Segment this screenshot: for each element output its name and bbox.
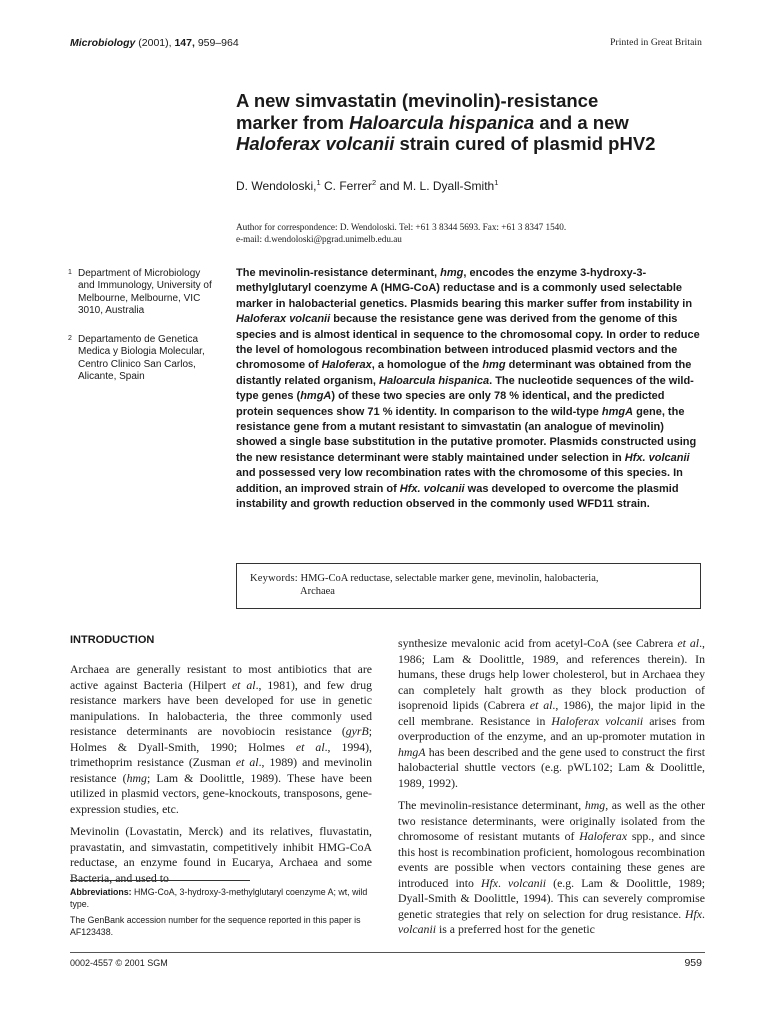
keywords-line-1: HMG-CoA reductase, selectable marker gene, mevinolin, halobacteria, <box>297 573 599 584</box>
paragraph: Mevinolin (Lovastatin, Merck) and its relatives, fluvastatin, pravastatin, and simvastatin, competitively inhibit HMG-CoA reductase, an enzyme found in Eucarya, Archaea and some Bacteria, and used to <box>70 824 372 885</box>
gene-name: hmg <box>440 267 464 279</box>
gene-name: hmgA <box>398 744 426 759</box>
author-list <box>236 178 716 193</box>
paragraph <box>70 662 372 817</box>
text-run: ., 1986; Lam & Doolittle, 1989, and references therein). In humans, these drugs help lower cholesterol, but in Archaea they can completely halt growth as they block production of isoprenoid lipids (Cabrera <box>398 636 705 712</box>
correspondence <box>236 221 696 245</box>
text-run-italic: et al <box>295 739 325 754</box>
journal-citation <box>70 37 239 49</box>
journal-name: Microbiology <box>70 37 136 49</box>
author-3-affil: 1 <box>494 178 499 187</box>
author-1: D. Wendoloski, <box>236 179 317 193</box>
footnote-text: HMG-CoA, 3-hydroxy-3-methylglutaryl coenzyme A; wt, wild type. <box>70 887 368 909</box>
abstract-text: , encodes the enzyme 3-hydroxy-3-methylglutaryl coenzyme A (HMG-CoA) reductase and is a commonly used selectable marker in halobacterial genetics. Plasmids bearing this marker suffer from instability in <box>236 267 693 310</box>
text-run: Archaea are generally resistant to most antibiotics that are active against Bacteria (Hilpert <box>70 662 372 692</box>
abstract-text: because the resistance gene was derived from the genome of this species and is almost identical in sequence to the chromosomal copy. In order to reduce the level of homologous recombination between introduced plasmid vectors and the chromosome of <box>236 313 700 372</box>
species-name: Hfx. volcanii <box>399 482 465 495</box>
journal-pages: 959–964 <box>197 37 239 49</box>
abstract-text: and possessed very low recombination rates with the chromosome of this species. In addition, an improved strain of <box>236 467 683 495</box>
body-column-right <box>398 636 705 945</box>
gene-name: hmgA <box>300 390 332 403</box>
journal-year: (2001), <box>138 37 172 49</box>
gene-name: hmg <box>584 798 606 812</box>
title-species: Haloarcula hispanica <box>349 111 535 133</box>
text-run: (e.g. Lam & Doolittle, 1989; Dyall-Smith & Doolittle, 1994). This can severely compromise genetic strategies that rely on selection for drug resistance. <box>398 875 705 921</box>
footer-issn: 0002-4557 © 2001 SGM <box>70 958 168 968</box>
paragraph <box>398 798 705 938</box>
title-line-2 <box>236 112 726 134</box>
article-title <box>236 90 726 155</box>
species-name: Hfx. volcanii <box>624 451 690 464</box>
text-run: has been described and the gene used to construct the first halobacterial shuttle vectors (e.g. pWL102; Lam & Doolittle, 1989, 1992). <box>398 744 705 790</box>
species-name: volcanii <box>508 875 547 890</box>
body-column-left <box>70 662 372 893</box>
abstract-text: gene, the resistance gene from a mutant resistant to simvastatin (an analogue of mevinolin) showed a single base substitution in the putative promoter. Plasmids constructed using the new resistance determinant were stably maintained under selection in <box>236 405 697 464</box>
text-run: ., 1986), the major lipid in the cell membrane. Resistance in <box>398 698 706 728</box>
keywords <box>250 573 690 598</box>
author-3: and M. L. Dyall-Smith <box>376 179 495 193</box>
author-2: C. Ferrer <box>320 179 372 193</box>
title-line-1: A new simvastatin (mevinolin)-resistance <box>236 90 599 111</box>
title-text: marker from <box>236 111 350 133</box>
species-name: Hfx <box>685 906 703 921</box>
abstract-text: The mevinolin-resistance determinant, <box>236 267 441 279</box>
species-name: volcanii <box>398 922 437 936</box>
gene-name: hmg <box>482 359 506 372</box>
text-run: ., 1994), trimethoprim resistance (Zusman <box>70 739 373 769</box>
journal-volume: 147, <box>174 37 195 49</box>
keywords-line-2: Archaea <box>300 585 335 597</box>
correspondence-email: e-mail: d.wendoloski@pgrad.unimelb.edu.au <box>236 234 402 244</box>
text-run: spp., and since this host is recombination proficient, homologous recombination events are possible when vectors containing these genes are introduced into <box>398 829 705 890</box>
text-run-italic: et al <box>677 636 700 650</box>
text-run-italic: et al <box>231 677 256 692</box>
gene-name: hmgA <box>601 405 634 418</box>
text-run: arises from overproduction of the enzyme, and an up-promoter mutation in <box>398 713 705 743</box>
title-line-3 <box>236 133 726 155</box>
footnote-divider <box>70 880 250 881</box>
species-name: Haloferax <box>321 359 372 372</box>
abstract-text: . The nucleotide sequences of the wild-type genes ( <box>236 374 694 403</box>
affiliation-number: 2 <box>68 335 72 342</box>
author-1-affil: 1 <box>316 178 321 187</box>
correspondence-contact: Author for correspondence: D. Wendoloski. Tel: +61 3 8344 5693. Fax: +61 3 8347 1540. <box>236 222 567 232</box>
text-run: ., 1981), and few drug resistance markers have been developed for use in genetic manipulations. In halobacteria, the three commonly used resistance determinants are novobiocin resistance ( <box>70 677 372 738</box>
text-run: . <box>498 875 509 890</box>
text-run-italic: et al <box>235 755 259 769</box>
text-run-italic: et al <box>529 698 553 712</box>
title-species: Haloferax volcanii <box>236 133 395 154</box>
abstract-text: determinant was obtained from the distantly related organism, <box>236 359 692 387</box>
title-text: and a new <box>534 111 629 133</box>
text-run: is a preferred host for the genetic <box>436 922 595 936</box>
abstract-text: ) of these two species are only 78 % identical, and the predicted protein sequences show 71 % identity. In comparison to the wild-type <box>236 390 665 418</box>
species-name: Haloferax <box>579 829 628 843</box>
text-run: ; Lam & Doolittle, 1989). These have been utilized in plasmid vectors, gene-knockouts, transposons, gene-expression studies, etc. <box>70 770 372 816</box>
keywords-label: Keywords: <box>250 573 298 584</box>
gene-name: gyrB <box>345 724 369 738</box>
species-name: Hfx <box>480 875 499 890</box>
section-heading-introduction: INTRODUCTION <box>70 634 155 646</box>
affiliation-1 <box>68 268 218 318</box>
text-run: ; Holmes & Dyall-Smith, 1990; Holmes <box>70 724 372 754</box>
affiliation-2 <box>68 334 218 384</box>
footnote-label: Abbreviations: <box>70 887 132 897</box>
printed-in: Printed in Great Britain <box>610 38 702 48</box>
page-number: 959 <box>684 957 702 969</box>
footnote-genbank: The GenBank accession number for the sequence reported in this paper is AF123438. <box>70 915 361 937</box>
text-run: , as well as the other two resistance determinants, were originally isolated from the chromosome of resistant mutants of <box>398 798 705 843</box>
gene-name: hmg <box>126 770 147 785</box>
author-2-affil: 2 <box>372 178 377 187</box>
footnote-abbreviations <box>70 887 372 910</box>
title-text: strain cured of plasmid pHV2 <box>394 133 656 154</box>
abstract <box>236 266 702 513</box>
text-run: synthesize mevalonic acid from acetyl-CoA (see Cabrera <box>398 636 678 650</box>
species-name: Haloferax volcanii <box>551 713 644 728</box>
species-name: Haloarcula hispanica <box>379 374 490 387</box>
text-run: ., 1989) and mevinolin resistance ( <box>70 755 373 785</box>
affiliation-text: Departamento de Genetica Medica y Biologia Molecular, Centro Clinico San Carlos, Alicante, Spain <box>78 334 205 383</box>
affiliation-number: 1 <box>68 269 72 276</box>
text-run: . <box>702 906 705 921</box>
text-run: The mevinolin-resistance determinant, <box>398 798 585 812</box>
abstract-text: , a homologue of the <box>371 359 483 372</box>
footnotes <box>70 887 372 943</box>
affiliation-text: Department of Microbiology and Immunology, University of Melbourne, Melbourne, VIC 3010, Australia <box>78 268 212 317</box>
species-name: Haloferax volcanii <box>236 313 331 326</box>
paragraph <box>398 636 705 791</box>
footer-divider <box>70 952 705 953</box>
abstract-text: was developed to overcome the plasmid instability and growth reduction observed in the commonly used WFD11 strain. <box>236 482 679 511</box>
